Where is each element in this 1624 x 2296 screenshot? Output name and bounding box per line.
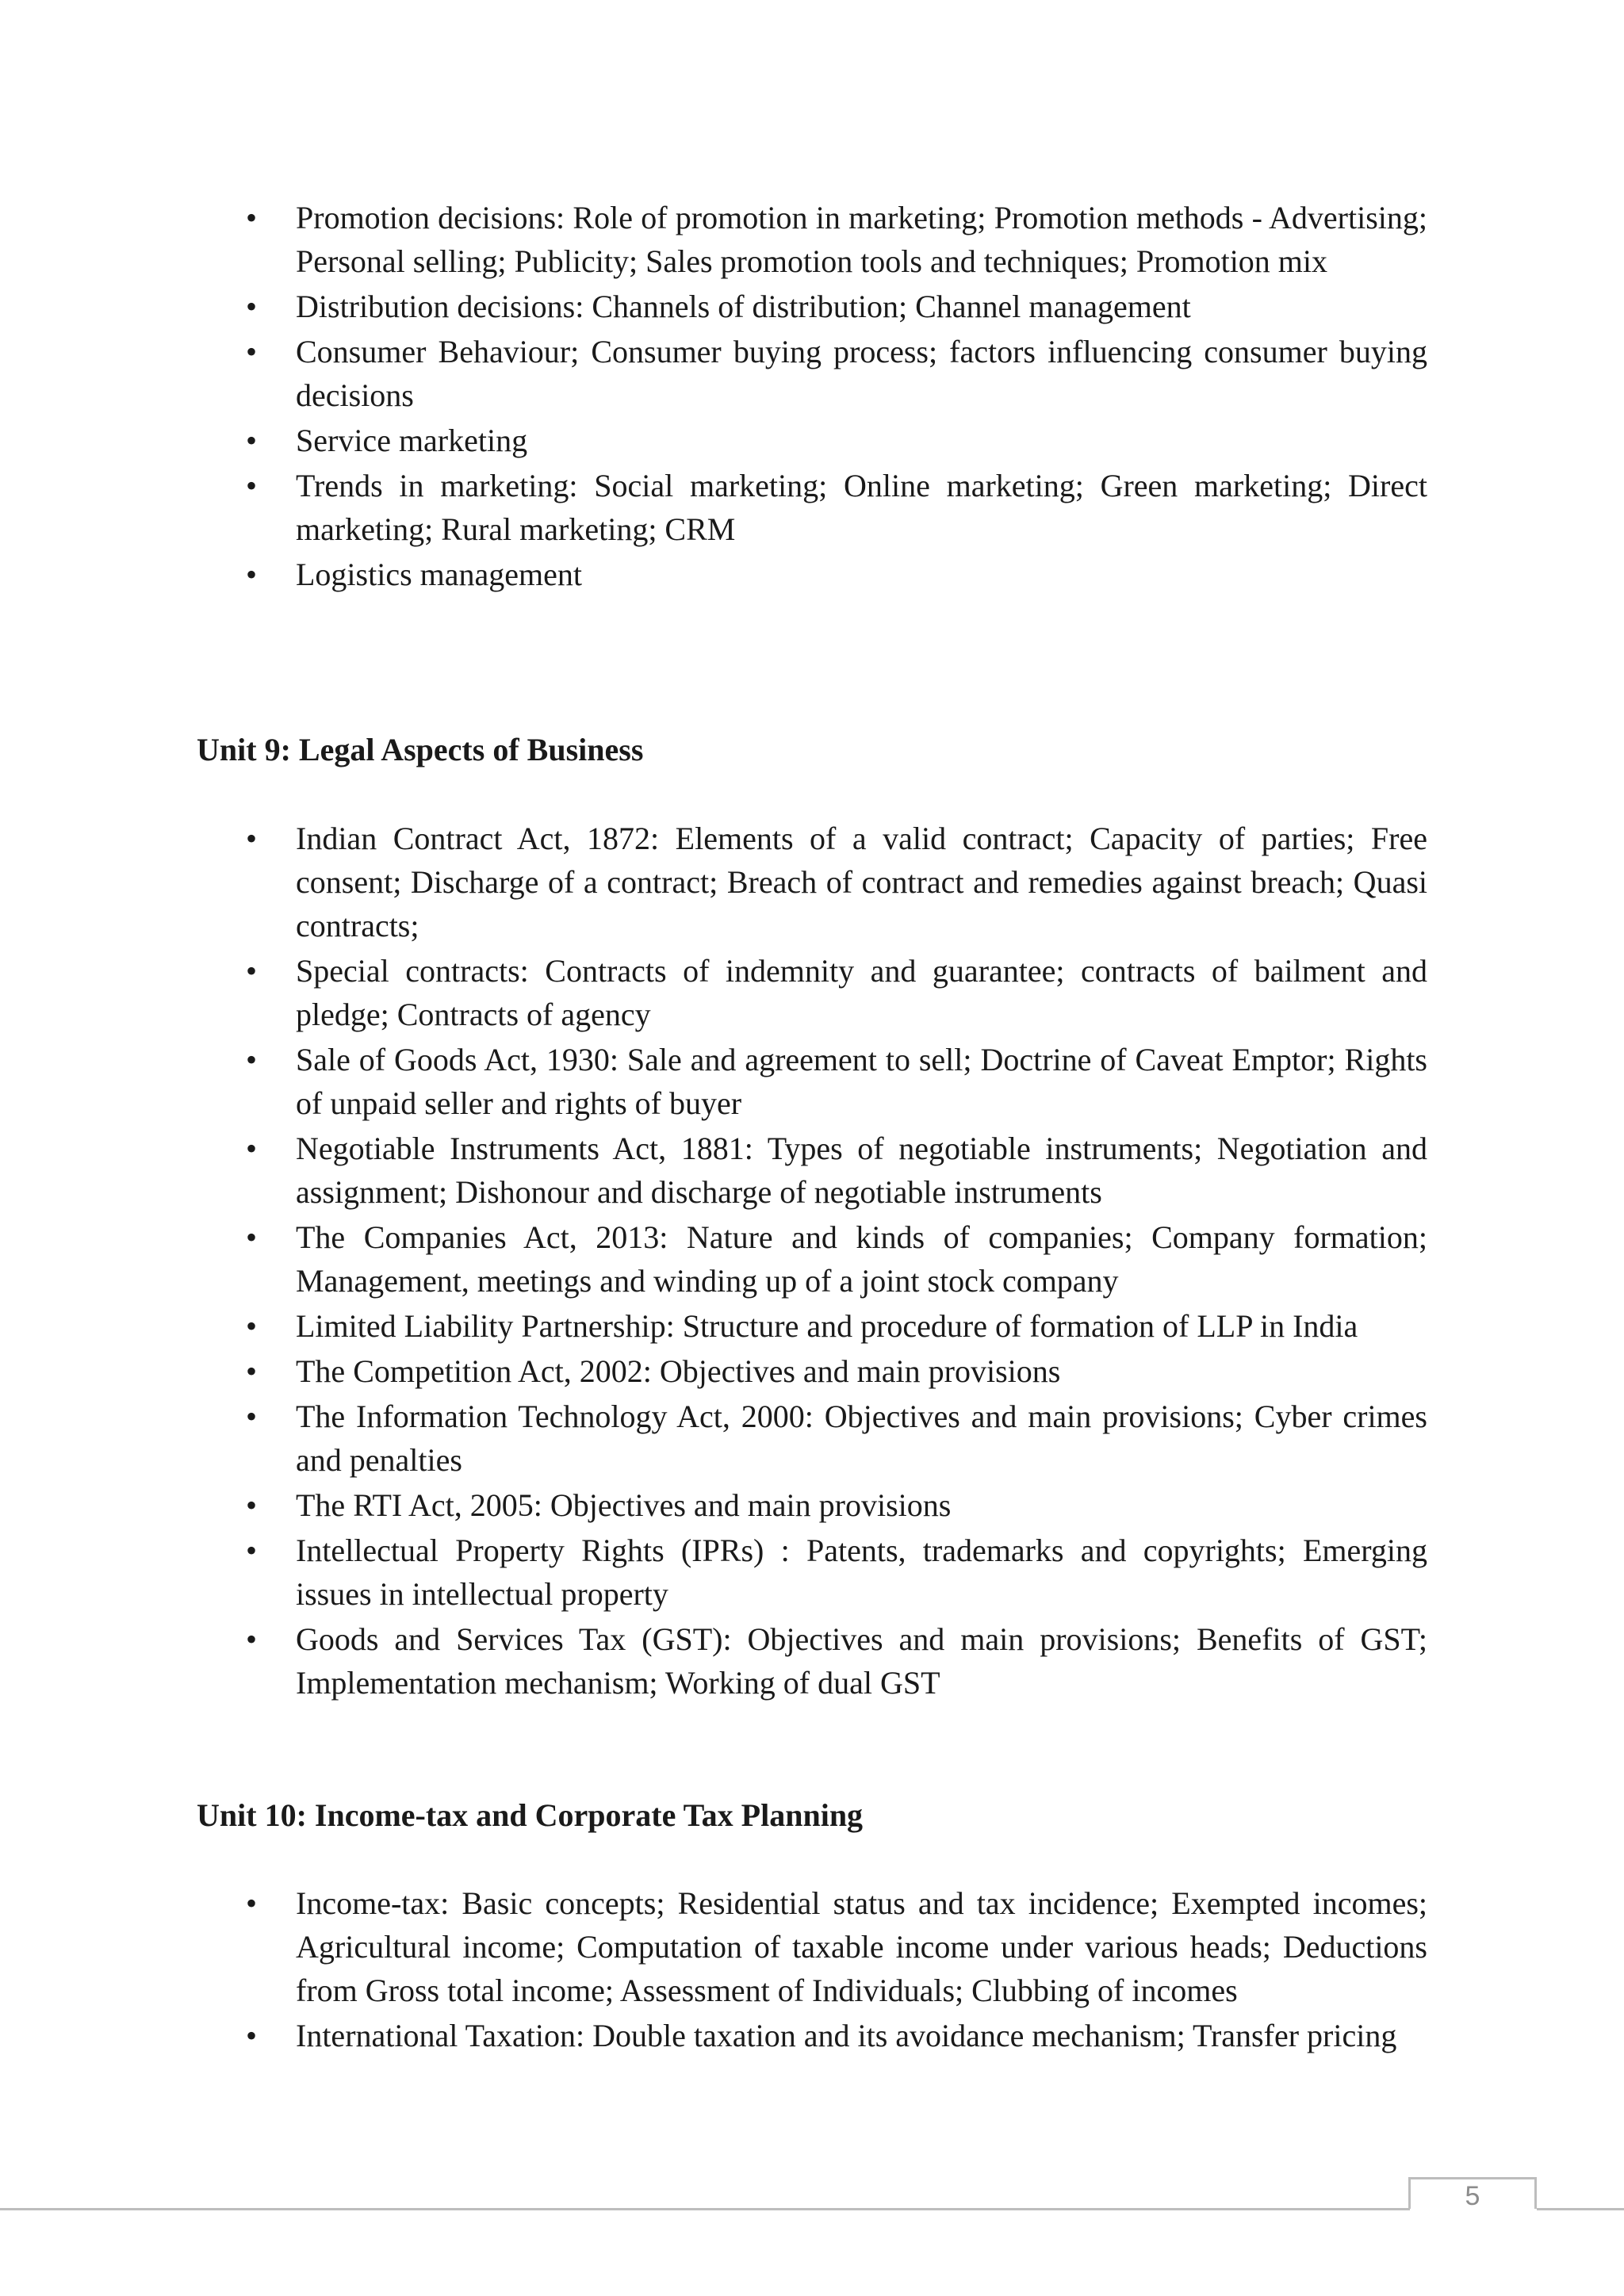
unit-9-bullet-list: [197, 817, 1427, 1705]
list-item: • The Competition Act, 2002: Objectives and main provisions: [197, 1349, 1427, 1393]
list-item: • Promotion decisions: Role of promotion in marketing; Promotion methods - Advertising; Personal selling; Publicity; Sales promotion tools and techniques; Promotion mix: [197, 196, 1427, 283]
page-number: 5: [1465, 2181, 1480, 2211]
list-item: • The Information Technology Act, 2000: Objectives and main provisions; Cyber crimes and penalties: [197, 1395, 1427, 1482]
footer-rule-left: [0, 2208, 1410, 2210]
list-item: • Distribution decisions: Channels of distribution; Channel management: [197, 285, 1427, 328]
list-item: • Indian Contract Act, 1872: Elements of a valid contract; Capacity of parties; Free consent; Discharge of a contract; Breach of contract and remedies against breach; Quasi contracts;: [197, 817, 1427, 947]
list-item: • The RTI Act, 2005: Objectives and main provisions: [197, 1483, 1427, 1527]
list-item: • Goods and Services Tax (GST): Objectives and main provisions; Benefits of GST; Implementation mechanism; Working of dual GST: [197, 1617, 1427, 1705]
top-bullet-list: [197, 196, 1427, 596]
list-item: • Logistics management: [197, 553, 1427, 596]
list-item: • The Companies Act, 2013: Nature and kinds of companies; Company formation; Management, meetings and winding up of a joint stock company: [197, 1215, 1427, 1303]
top-bullet-list-block: [197, 196, 1427, 598]
list-item: • Service marketing: [197, 419, 1427, 462]
list-item: • International Taxation: Double taxation and its avoidance mechanism; Transfer pricing: [197, 2014, 1427, 2057]
list-item: • Intellectual Property Rights (IPRs) : Patents, trademarks and copyrights; Emerging issues in intellectual property: [197, 1529, 1427, 1616]
list-item: • Sale of Goods Act, 1930: Sale and agreement to sell; Doctrine of Caveat Emptor; Rights of unpaid seller and rights of buyer: [197, 1038, 1427, 1125]
list-item: • Limited Liability Partnership: Structure and procedure of formation of LLP in India: [197, 1304, 1427, 1348]
unit-10-list-block: [197, 1881, 1427, 2059]
unit-9-heading: Unit 9: Legal Aspects of Business: [197, 732, 644, 767]
unit-10-bullet-list: [197, 1881, 1427, 2057]
unit-9-list-block: [197, 817, 1427, 1706]
list-item: • Income-tax: Basic concepts; Residential status and tax incidence; Exempted incomes; Agricultural income; Computation of taxable income under various heads; Deductions from Gross total income; Assessment of Individuals; Clubbing of incomes: [197, 1881, 1427, 2012]
list-item: • Consumer Behaviour; Consumer buying process; factors influencing consumer buying decisions: [197, 330, 1427, 417]
footer-rule-right: [1537, 2208, 1624, 2210]
unit-10-heading: Unit 10: Income-tax and Corporate Tax Planning: [197, 1797, 864, 1833]
list-item: • Negotiable Instruments Act, 1881: Types of negotiable instruments; Negotiation and assignment; Dishonour and discharge of negotiable instruments: [197, 1127, 1427, 1214]
list-item: • Special contracts: Contracts of indemnity and guarantee; contracts of bailment and pledge; Contracts of agency: [197, 949, 1427, 1036]
list-item: • Trends in marketing: Social marketing; Online marketing; Green marketing; Direct marketing; Rural marketing; CRM: [197, 464, 1427, 551]
